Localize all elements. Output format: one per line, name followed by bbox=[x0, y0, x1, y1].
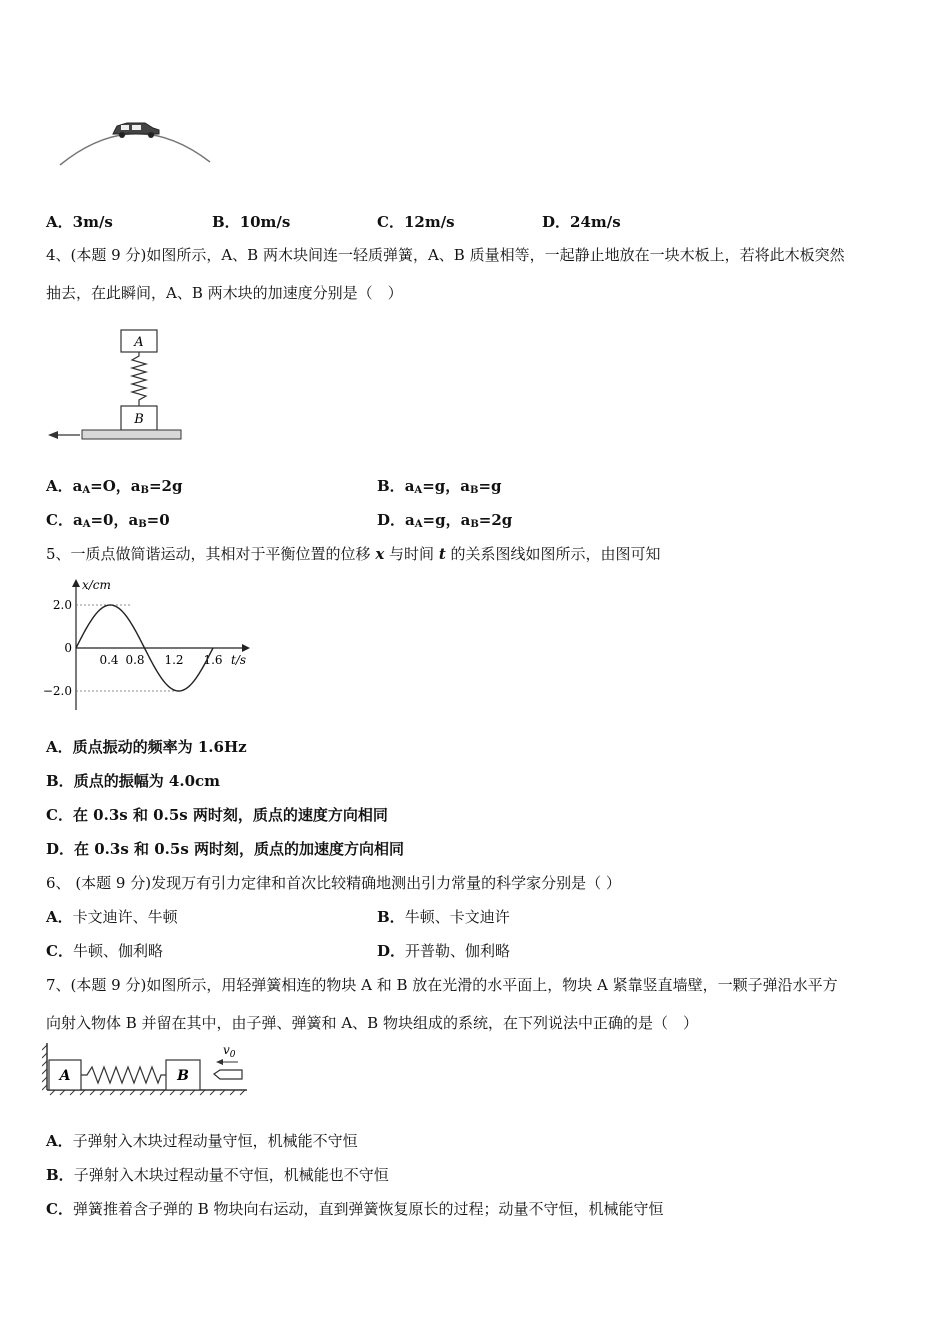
block-b-label: B bbox=[177, 1068, 189, 1084]
bullet-icon bbox=[214, 1070, 242, 1079]
y-axis-label: x/cm bbox=[82, 578, 111, 592]
spring-shape bbox=[132, 352, 146, 406]
q6-option-b: B．牛顿、卡文迪许 bbox=[377, 908, 510, 926]
q6-option-d: D．开普勒、伽利略 bbox=[377, 942, 511, 960]
x-axis-label: t/s bbox=[231, 653, 247, 667]
velocity-arrow-icon bbox=[216, 1059, 223, 1065]
x-tick-0-8: 0.8 bbox=[125, 653, 145, 667]
q5-option-a: A．质点振动的频率为 1.6Hz bbox=[46, 738, 247, 756]
q5-displacement-chart bbox=[40, 574, 260, 714]
q5-option-c: C．在 0.3s 和 0.5s 两时刻，质点的速度方向相同 bbox=[46, 806, 388, 824]
q6-option-a: A．卡文迪许、牛顿 bbox=[46, 908, 178, 926]
q5-option-b: B．质点的振幅为 4.0cm bbox=[46, 772, 221, 790]
block-b-label: B bbox=[134, 412, 144, 427]
q3-option-d: D．24m/s bbox=[542, 213, 621, 231]
q7-option-a: A．子弹射入木块过程动量守恒，机械能不守恒 bbox=[46, 1132, 358, 1150]
y-tick-zero: 0 bbox=[64, 641, 72, 655]
q7-stem-line2: 向射入物体 B 并留在其中，由子弹、弹簧和 A、B 物块组成的系统，在下列说法中正确的是（ ） bbox=[46, 1014, 698, 1032]
q4-option-a: A．$a_A=O$，$a_B=2g$ bbox=[46, 477, 183, 496]
q4-option-c: C．$a_A=0$，$a_B=0$ bbox=[46, 511, 170, 530]
q4-figure-svg bbox=[46, 326, 186, 446]
shm-chart-svg bbox=[40, 574, 260, 714]
q6-option-c: C．牛顿、伽利略 bbox=[46, 942, 163, 960]
spring-shape bbox=[81, 1067, 166, 1083]
q4-stem-line1: 4、(本题 9 分)如图所示，A、B 两木块间连一轻质弹簧，A、B 质量相等，一起静止地放在一块木板上，若将此木板突然 bbox=[46, 246, 845, 264]
car-arc-svg bbox=[55, 112, 215, 172]
block-a-label: A bbox=[134, 335, 144, 350]
q4-option-b: B．$a_A=g$，$a_B=g$ bbox=[377, 477, 502, 496]
x-tick-0-4: 0.4 bbox=[99, 653, 119, 667]
pull-arrow-icon bbox=[48, 431, 58, 439]
q7-stem-line1: 7、(本题 9 分)如图所示，用轻弹簧相连的物块 A 和 B 放在光滑的水平面上，物块 A 紧靠竖直墙壁，一颗子弹沿水平方 bbox=[46, 976, 838, 994]
x-tick-1-2: 1.2 bbox=[164, 653, 184, 667]
car-icon bbox=[113, 123, 159, 138]
q7-option-c: C．弹簧推着含子弹的 B 物块向右运动，直到弹簧恢复原长的过程；动量不守恒，机械能守恒 bbox=[46, 1200, 664, 1218]
q4-stem-line2: 抽去，在此瞬间，A、B 两木块的加速度分别是（ ） bbox=[46, 284, 403, 302]
velocity-label: $v_0$ bbox=[223, 1043, 236, 1060]
car-on-arc-figure bbox=[55, 112, 215, 172]
y-axis-arrow-icon bbox=[72, 579, 80, 587]
q5-option-d: D．在 0.3s 和 0.5s 两时刻，质点的加速度方向相同 bbox=[46, 840, 404, 858]
q3-option-b: B．10m/s bbox=[212, 213, 291, 231]
x-axis-arrow-icon bbox=[242, 644, 250, 652]
x-tick-1-6: 1.6 bbox=[203, 653, 223, 667]
q7-wall-spring-bullet-figure bbox=[42, 1040, 252, 1100]
q3-option-a: A．3m/s bbox=[46, 213, 113, 231]
q5-stem: 5、一质点做简谐运动，其相对于平衡位置的位移 x 与时间 t 的关系图线如图所示，由图可知 bbox=[46, 545, 661, 563]
y-tick-max: 2.0 bbox=[52, 598, 72, 612]
q7-figure-svg bbox=[42, 1040, 252, 1100]
block-a-label: A bbox=[59, 1068, 71, 1084]
q4-option-d: D．$a_A=g$，$a_B=2g$ bbox=[377, 511, 513, 530]
y-tick-min: −2.0 bbox=[42, 684, 72, 698]
q7-option-b: B．子弹射入木块过程动量不守恒，机械能也不守恒 bbox=[46, 1166, 389, 1184]
board-shape bbox=[82, 430, 181, 439]
q6-stem: 6、 (本题 9 分)发现万有引力定律和首次比较精确地测出引力常量的科学家分别是（ ） bbox=[46, 874, 621, 892]
q4-spring-blocks-figure bbox=[46, 326, 186, 446]
q3-option-c: C．12m/s bbox=[377, 213, 455, 231]
